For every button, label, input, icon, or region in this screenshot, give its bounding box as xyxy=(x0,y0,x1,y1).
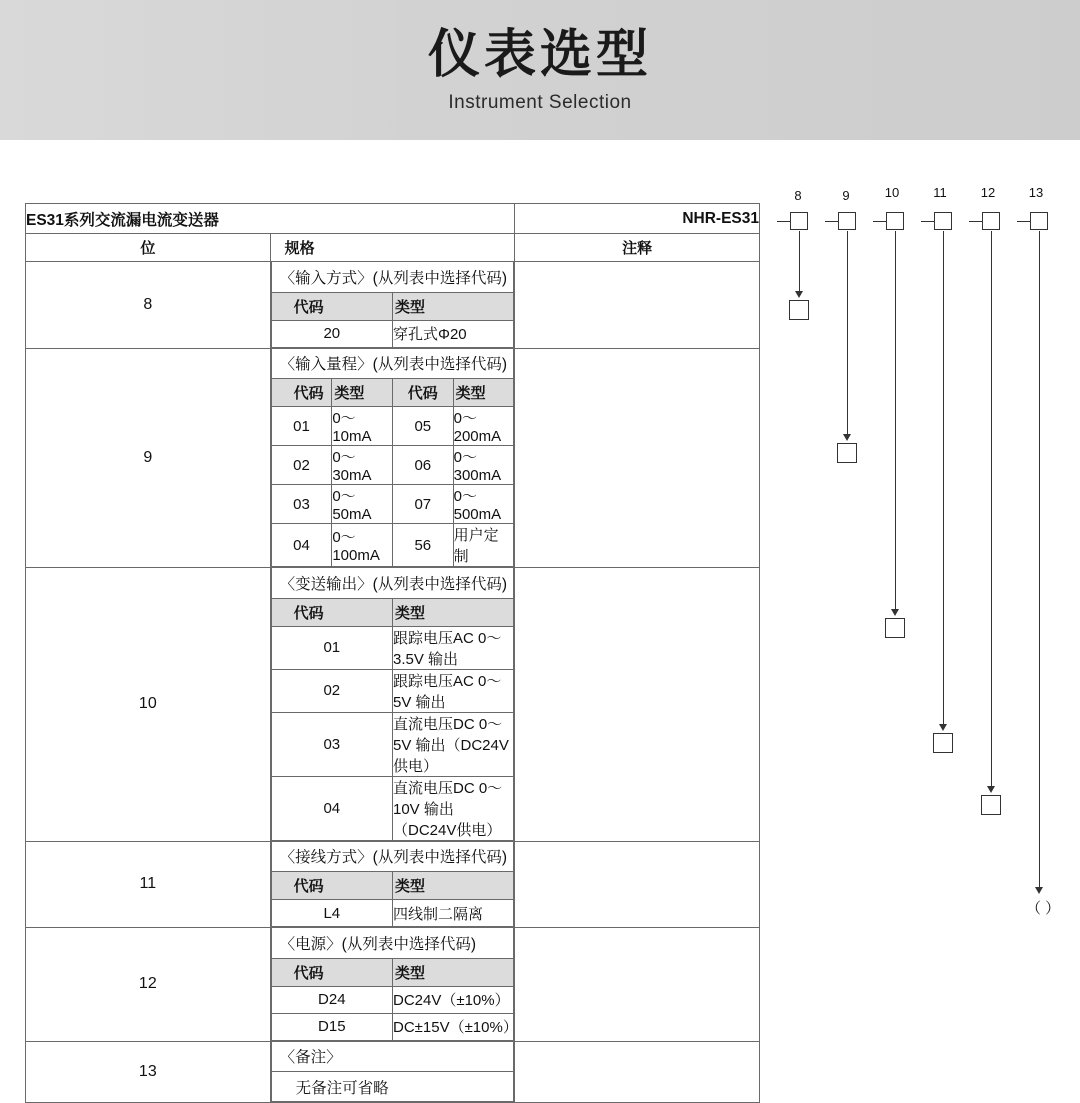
target-box-10 xyxy=(885,618,905,638)
connector-line-13 xyxy=(1039,231,1040,889)
type-13-0: 无备注可省略 xyxy=(271,1072,514,1102)
section-body-11 xyxy=(270,841,515,928)
code-12-1: D15 xyxy=(271,1013,392,1040)
code-header-11-type: 类型 xyxy=(392,872,513,900)
type-12-1: DC±15V（±10%） xyxy=(392,1013,513,1040)
code-separator-2 xyxy=(873,221,886,222)
selection-table xyxy=(25,203,760,1103)
code2-9-0: 05 xyxy=(392,407,453,446)
type-10-0: 跟踪电压AC 0～3.5V 输出 xyxy=(392,626,513,669)
remark-placeholder: （ ） xyxy=(1026,900,1061,917)
code-header-10-type: 类型 xyxy=(392,598,513,626)
section-body-9 xyxy=(270,348,515,568)
section-title-13: 〈备注〉 xyxy=(271,1042,514,1072)
code-header-9-type2: 类型 xyxy=(453,379,514,407)
code-header-12-type: 类型 xyxy=(392,958,513,986)
code2-9-3: 56 xyxy=(392,524,453,567)
connector-arrow-9 xyxy=(843,434,851,441)
note-11 xyxy=(515,841,760,928)
type2-9-0: 0～200mA xyxy=(453,407,514,446)
slot-label-9: 9 xyxy=(842,188,850,203)
type-10-3: 直流电压DC 0～10V 输出（DC24V供电） xyxy=(392,776,513,840)
target-box-11 xyxy=(933,733,953,753)
code-header-9-code: 代码 xyxy=(271,379,332,407)
table-row xyxy=(26,568,760,842)
section-title-11: 〈接线方式〉(从列表中选择代码) xyxy=(271,842,514,872)
selection-table-wrap xyxy=(25,203,760,1103)
code-10-3: 04 xyxy=(271,776,392,840)
code-12-0: D24 xyxy=(271,986,392,1013)
code-10-1: 02 xyxy=(271,669,392,712)
connector-line-11 xyxy=(943,231,944,726)
note-13 xyxy=(515,1041,760,1103)
target-box-8 xyxy=(789,300,809,320)
table-column-header-row xyxy=(26,234,760,262)
type-11-0: 四线制二隔离 xyxy=(392,900,513,927)
code-slot-11[interactable] xyxy=(934,212,952,230)
type-10-1: 跟踪电压AC 0～5V 输出 xyxy=(392,669,513,712)
position-8: 8 xyxy=(26,262,271,349)
code-header-11-code: 代码 xyxy=(271,872,392,900)
col-header-spec: 规格 xyxy=(270,234,515,262)
position-10: 10 xyxy=(26,568,271,842)
code-slot-13[interactable] xyxy=(1030,212,1048,230)
code2-9-2: 07 xyxy=(392,485,453,524)
section-body-10 xyxy=(270,568,515,842)
code-9-0: 01 xyxy=(271,407,332,446)
code-separator-1 xyxy=(825,221,838,222)
code-header-8-type: 类型 xyxy=(392,292,513,320)
code-header-9-code2: 代码 xyxy=(392,379,453,407)
position-11: 11 xyxy=(26,841,271,928)
code2-9-1: 06 xyxy=(392,446,453,485)
connector-arrow-12 xyxy=(987,786,995,793)
section-title-9: 〈输入量程〉(从列表中选择代码) xyxy=(271,349,514,379)
page-subtitle: Instrument Selection xyxy=(448,91,632,113)
type-8-0: 穿孔式Φ20 xyxy=(392,320,513,347)
note-9 xyxy=(515,348,760,568)
section-title-12: 〈电源〉(从列表中选择代码) xyxy=(271,928,514,958)
section-title-10: 〈变送输出〉(从列表中选择代码) xyxy=(271,568,514,598)
code-9-1: 02 xyxy=(271,446,332,485)
table-row xyxy=(26,262,760,349)
code-9-3: 04 xyxy=(271,524,332,567)
code-header-9-type: 类型 xyxy=(332,379,393,407)
connector-arrow-8 xyxy=(795,291,803,298)
type-9-0: 0～10mA xyxy=(332,407,393,446)
code-9-2: 03 xyxy=(271,485,332,524)
section-title-8: 〈输入方式〉(从列表中选择代码) xyxy=(271,262,514,292)
table-header-row xyxy=(26,204,760,234)
page-title: 仪表选型 xyxy=(427,25,652,86)
connector-line-12 xyxy=(991,231,992,788)
table-row xyxy=(26,1041,760,1103)
model-code-cell: NHR-ES31 xyxy=(515,204,760,234)
code-header-10-code: 代码 xyxy=(271,598,392,626)
slot-label-12: 12 xyxy=(980,185,996,200)
note-12 xyxy=(515,928,760,1042)
slot-label-13: 13 xyxy=(1028,185,1044,200)
product-name-cell: ES31系列交流漏电流变送器 xyxy=(26,204,515,234)
target-box-12 xyxy=(981,795,1001,815)
connector-arrow-10 xyxy=(891,609,899,616)
code-10-2: 03 xyxy=(271,712,392,776)
slot-label-8: 8 xyxy=(794,188,802,203)
code-slot-12[interactable] xyxy=(982,212,1000,230)
connector-arrow-13 xyxy=(1035,887,1043,894)
connector-line-8 xyxy=(799,231,800,293)
col-header-note: 注释 xyxy=(515,234,760,262)
target-box-9 xyxy=(837,443,857,463)
note-8 xyxy=(515,262,760,349)
code-separator-0 xyxy=(777,221,790,222)
code-separator-4 xyxy=(969,221,982,222)
type-12-0: DC24V（±10%） xyxy=(392,986,513,1013)
table-row xyxy=(26,928,760,1042)
code-slot-9[interactable] xyxy=(838,212,856,230)
type2-9-1: 0～300mA xyxy=(453,446,514,485)
slot-label-11: 11 xyxy=(933,185,947,200)
position-9: 9 xyxy=(26,348,271,568)
type2-9-2: 0～500mA xyxy=(453,485,514,524)
code-slot-8[interactable] xyxy=(790,212,808,230)
connector-arrow-11 xyxy=(939,724,947,731)
table-row xyxy=(26,841,760,928)
code-header-12-code: 代码 xyxy=(271,958,392,986)
connector-line-10 xyxy=(895,231,896,611)
type-9-3: 0～100mA xyxy=(332,524,393,567)
type2-9-3: 用户定制 xyxy=(453,524,514,567)
note-10 xyxy=(515,568,760,842)
type-9-1: 0～30mA xyxy=(332,446,393,485)
model-code-diagram xyxy=(760,175,1080,935)
section-body-8 xyxy=(270,262,515,349)
position-12: 12 xyxy=(26,928,271,1042)
code-separator-3 xyxy=(921,221,934,222)
connector-line-9 xyxy=(847,231,848,436)
code-8-0: 20 xyxy=(271,320,392,347)
code-10-0: 01 xyxy=(271,626,392,669)
col-header-position: 位 xyxy=(26,234,271,262)
code-11-0: L4 xyxy=(271,900,392,927)
table-row xyxy=(26,348,760,568)
code-header-8-code: 代码 xyxy=(271,292,392,320)
slot-label-10: 10 xyxy=(884,185,900,200)
type-9-2: 0～50mA xyxy=(332,485,393,524)
section-body-12 xyxy=(270,928,518,1042)
code-slot-10[interactable] xyxy=(886,212,904,230)
type-10-2: 直流电压DC 0～5V 输出（DC24V供电） xyxy=(392,712,513,776)
code-separator-5 xyxy=(1017,221,1030,222)
page-banner xyxy=(0,0,1080,140)
section-body-13 xyxy=(270,1041,515,1103)
position-13: 13 xyxy=(26,1041,271,1103)
